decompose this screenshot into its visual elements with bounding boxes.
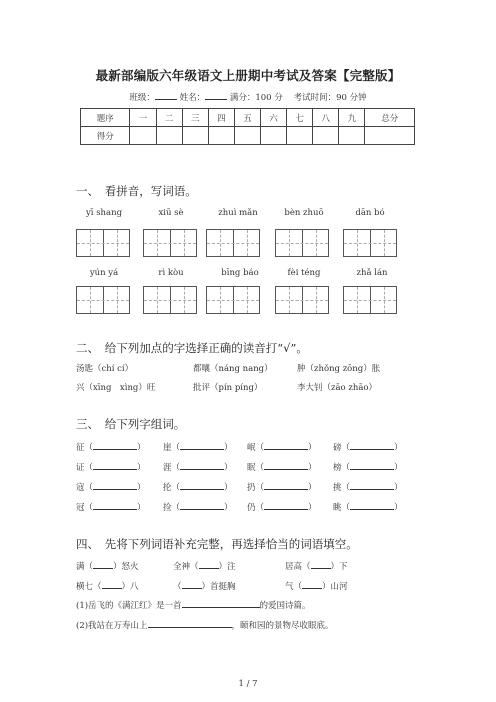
writing-grid[interactable] (206, 229, 260, 257)
score-cell (208, 127, 234, 145)
word-group-item (76, 441, 146, 453)
fill-sentence-2 (76, 619, 334, 631)
score-header-cell: 五 (234, 109, 260, 127)
score-header-cell: 三 (182, 109, 208, 127)
paren-open: （ (341, 503, 351, 513)
fill-blank[interactable] (93, 461, 137, 470)
fill-sentence-1 (76, 599, 311, 611)
name-blank (205, 91, 227, 100)
reading-option: 都嚷（náng nang） (193, 364, 273, 374)
writing-grid[interactable] (275, 286, 329, 314)
full-score: 满分：100 分 (229, 93, 283, 103)
writing-grid[interactable] (143, 286, 197, 314)
idiom-part: ）山河 (322, 582, 348, 592)
word-group-item (163, 461, 233, 473)
fill-blank[interactable] (180, 501, 224, 510)
pinyin-label: zhuì mǎn (218, 208, 258, 218)
paren-open: （ (171, 503, 181, 513)
fill-blank[interactable] (182, 599, 260, 608)
pinyin-label: bèn zhuō (284, 208, 324, 218)
character: 寇 (76, 483, 85, 493)
idiom-part: 横七（ (76, 582, 102, 592)
score-header-cell: 总分 (365, 109, 415, 127)
paren-close: ） (308, 503, 317, 513)
idiom-part: ）八 (121, 582, 139, 592)
score-cell (156, 127, 182, 145)
sentence-part: 的爱国诗篇。 (259, 601, 311, 611)
fill-blank[interactable] (93, 481, 137, 490)
paren-close: ） (137, 483, 146, 493)
word-group-item (333, 481, 403, 493)
score-cell (261, 127, 287, 145)
score-header-cell: 九 (339, 109, 365, 127)
fill-blank[interactable] (199, 560, 219, 569)
character: 挑 (333, 483, 342, 493)
fill-blank[interactable] (182, 580, 202, 589)
writing-grid[interactable] (343, 229, 397, 257)
pinyin-label: fèi téng (287, 268, 321, 278)
paren-open: （ (84, 463, 94, 473)
fill-blank[interactable] (264, 461, 308, 470)
section-3-heading: 三、 给下列字组词。 (76, 417, 186, 431)
idiom-part: ）怒火 (113, 562, 139, 572)
fill-blank[interactable] (93, 441, 137, 450)
fill-blank[interactable] (302, 580, 322, 589)
paren-close: ） (224, 503, 233, 513)
character: 榜 (333, 463, 342, 473)
writing-grid[interactable] (275, 229, 329, 257)
score-cell (365, 127, 415, 145)
fill-blank[interactable] (350, 481, 394, 490)
paren-close: ） (308, 483, 317, 493)
word-group-item (333, 441, 403, 453)
character: 仍 (247, 503, 256, 513)
character: 眺 (333, 503, 342, 513)
paren-open: （ (341, 483, 351, 493)
score-cell (182, 127, 208, 145)
name-label: 姓名： (179, 93, 206, 103)
score-row-label: 得分 (81, 127, 130, 145)
paren-close: ） (394, 483, 403, 493)
score-cell (287, 127, 313, 145)
score-header-cell: 二 (156, 109, 182, 127)
score-table (80, 108, 415, 145)
idiom-blank (76, 580, 139, 592)
writing-grid[interactable] (143, 229, 197, 257)
score-header-cell: 四 (208, 109, 234, 127)
score-cell (313, 127, 339, 145)
idiom-part: ）首挺胸 (201, 582, 236, 592)
reading-option: 李大钊（zāo zhāo） (297, 383, 378, 393)
paren-close: ） (224, 463, 233, 473)
idiom-blank (76, 560, 139, 572)
score-value-row (81, 127, 415, 145)
fill-blank[interactable] (264, 441, 308, 450)
exam-time: 考试时间：90 分钟 (293, 93, 367, 103)
word-group-item (333, 501, 403, 513)
section-4-heading: 四、 先将下列词语补充完整，再选择恰当的词语填空。 (76, 537, 358, 551)
character: 抡 (163, 483, 172, 493)
score-header-cell: 八 (313, 109, 339, 127)
pinyin-label: yún yá (89, 268, 119, 278)
word-group-item (247, 441, 317, 453)
score-cell (234, 127, 260, 145)
reading-option: 肿（zhǒng zōng）胀 (297, 364, 381, 374)
word-group-item (163, 481, 233, 493)
writing-grid[interactable] (343, 286, 397, 314)
idiom-part: 全神（ (173, 562, 199, 572)
fill-blank[interactable] (180, 461, 224, 470)
paren-close: ） (394, 503, 403, 513)
fill-blank[interactable] (264, 501, 308, 510)
fill-blank[interactable] (180, 481, 224, 490)
score-header-cell: 一 (130, 109, 156, 127)
idiom-part: 气（ (285, 582, 303, 592)
word-group-item (76, 481, 146, 493)
idiom-part: 满（ (76, 562, 94, 572)
sentence-part: (2)我站在万寿山上 (76, 621, 148, 631)
paren-close: ） (308, 463, 317, 473)
reading-option: 批评（pín píng） (193, 383, 263, 393)
page-title: 最新部编版六年级语文上册期中考试及答案【完整版】 (95, 68, 401, 83)
word-group-item (76, 501, 146, 513)
pinyin-label: rì kòu (158, 268, 184, 278)
score-cell (130, 127, 156, 145)
idiom-part: ）下 (330, 562, 348, 572)
fill-blank[interactable] (148, 619, 232, 628)
character: 扔 (247, 483, 256, 493)
character: 崖 (163, 443, 172, 453)
section-2-heading: 二、 给下列加点的字选择正确的读音打“√”。 (76, 341, 308, 355)
paren-close: ） (308, 443, 317, 453)
character: 冠 (76, 503, 85, 513)
paren-close: ） (224, 443, 233, 453)
score-header-row (81, 109, 415, 127)
idiom-blank (173, 560, 236, 572)
idiom-blank (285, 580, 348, 592)
fill-blank[interactable] (102, 580, 122, 589)
character: 征 (76, 443, 85, 453)
paren-open: （ (341, 443, 351, 453)
writing-grid[interactable] (76, 286, 130, 314)
exam-info (0, 91, 496, 103)
paren-close: ） (137, 443, 146, 453)
idiom-part: （ (173, 582, 182, 592)
word-group-item (247, 481, 317, 493)
word-group-item (247, 501, 317, 513)
paren-open: （ (84, 443, 94, 453)
score-header-cell: 题序 (81, 109, 130, 127)
section-1-heading: 一、 看拼音，写词语。 (76, 184, 197, 198)
writing-grid[interactable] (206, 286, 260, 314)
word-group-item (163, 441, 233, 453)
paren-close: ） (394, 443, 403, 453)
class-label: 班级： (129, 93, 155, 103)
class-blank (155, 91, 177, 100)
paren-open: （ (255, 483, 265, 493)
sentence-part: (1)岳飞的《满江红》是一首 (76, 601, 182, 611)
fill-blank[interactable] (350, 461, 394, 470)
paren-open: （ (255, 503, 265, 513)
fill-blank[interactable] (311, 560, 331, 569)
word-group-item (76, 461, 146, 473)
paren-close: ） (137, 463, 146, 473)
paren-open: （ (171, 483, 181, 493)
sentence-part: ，颐和园的景物尽收眼底。 (231, 621, 334, 631)
fill-blank[interactable] (180, 441, 224, 450)
paren-open: （ (341, 463, 351, 473)
character: 眠 (247, 463, 256, 473)
character: 涯 (163, 463, 172, 473)
word-group-item (333, 461, 403, 473)
paren-open: （ (84, 483, 94, 493)
paren-open: （ (84, 503, 94, 513)
pinyin-label: dān bó (355, 208, 385, 218)
fill-blank[interactable] (93, 501, 137, 510)
character: 磅 (333, 443, 342, 453)
word-group-item (247, 461, 317, 473)
paren-close: ） (224, 483, 233, 493)
pinyin-label: yī shang (85, 208, 123, 218)
reading-option: 汤匙（chí cí） (76, 364, 134, 374)
character: 捡 (163, 503, 172, 513)
paren-open: （ (171, 463, 181, 473)
word-group-item (163, 501, 233, 513)
fill-blank[interactable] (350, 501, 394, 510)
fill-blank[interactable] (264, 481, 308, 490)
idiom-blank (285, 560, 348, 572)
page-number: 1 / 7 (238, 679, 258, 689)
character: 证 (76, 463, 85, 473)
paren-open: （ (255, 463, 265, 473)
paren-close: ） (394, 463, 403, 473)
pinyin-label: bīng báo (221, 268, 259, 278)
reading-option: 兴（xīng xìng）旺 (76, 383, 156, 393)
idiom-part: 居高（ (285, 562, 311, 572)
fill-blank[interactable] (350, 441, 394, 450)
paren-open: （ (171, 443, 181, 453)
fill-blank[interactable] (93, 560, 113, 569)
score-header-cell: 六 (261, 109, 287, 127)
score-cell (339, 127, 365, 145)
idiom-blank (173, 580, 236, 592)
paren-open: （ (255, 443, 265, 453)
pinyin-label: xiū sè (158, 208, 184, 218)
writing-grid[interactable] (76, 229, 130, 257)
idiom-part: ）注 (218, 562, 236, 572)
character: 岷 (247, 443, 256, 453)
pinyin-label: zhǎ lán (356, 268, 388, 278)
score-header-cell: 七 (287, 109, 313, 127)
paren-close: ） (137, 503, 146, 513)
